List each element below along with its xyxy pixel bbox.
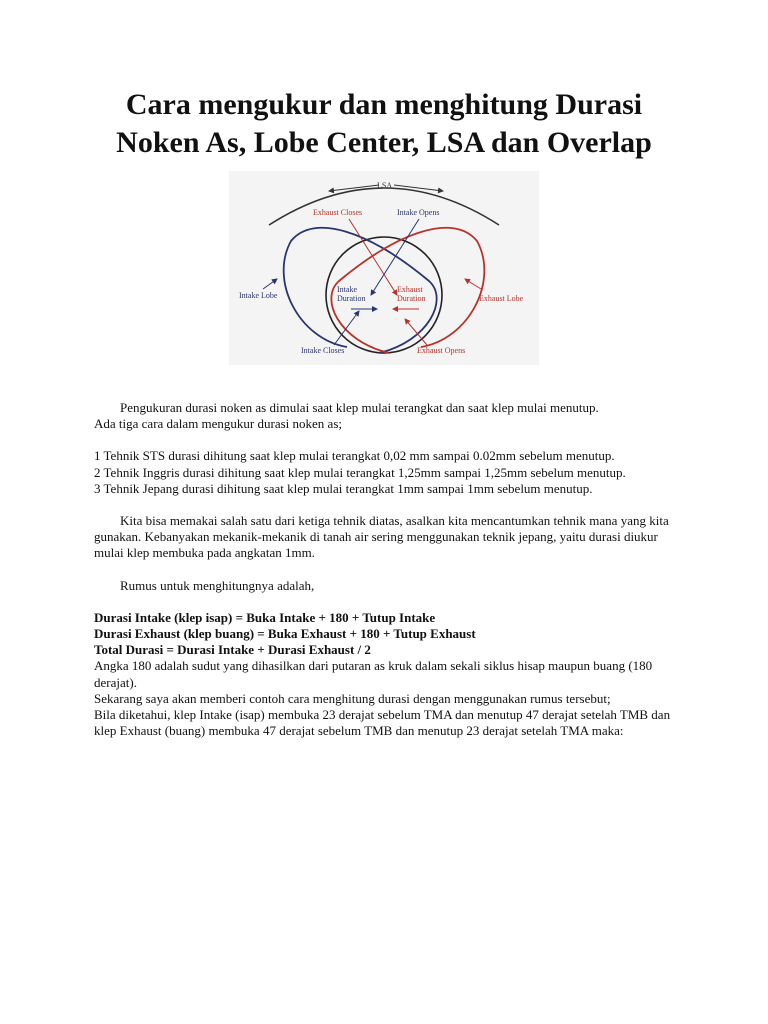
- title-line-2: Noken As, Lobe Center, LSA dan Overlap: [116, 126, 652, 159]
- camshaft-diagram-svg: [229, 171, 539, 365]
- method-item-2: 2 Tehnik Inggris durasi dihitung saat klep mulai terangkat 1,25mm sampai 1,25mm sebelum menutup.: [94, 464, 626, 480]
- intro-methods-line: Ada tiga cara dalam mengukur durasi noken as;: [94, 416, 342, 432]
- intake-duration-label-1: Intake: [337, 285, 357, 294]
- example-intro: Sekarang saya akan memberi contoh cara menghitung durasi dengan menggunakan rumus tersebut;: [94, 690, 611, 706]
- formula-total: Total Durasi = Durasi Intake + Durasi Exhaust / 2: [94, 642, 371, 658]
- example-given: Bila diketahui, klep Intake (isap) membuka 23 derajat sebelum TMA dan menutup 47 derajat setelah TMB dan klep Exhaust (buang) membuka 47 derajat sebelum TMB dan menutup 23 derajat setelah TMA maka:: [94, 707, 671, 739]
- page-title: [60, 86, 708, 162]
- lsa-arc: [269, 188, 499, 225]
- camshaft-diagram: [229, 171, 539, 365]
- formula-exhaust: Durasi Exhaust (klep buang) = Buka Exhaust + 180 + Tutup Exhaust: [94, 626, 476, 642]
- intake-closes-label: Intake Closes: [301, 346, 345, 355]
- intro-paragraph: Pengukuran durasi noken as dimulai saat klep mulai terangkat dan saat klep mulai menutup.: [120, 400, 599, 415]
- intake-opens-arrow: [371, 219, 419, 295]
- technique-paragraph: Kita bisa memakai salah satu dari ketiga tehnik diatas, asalkan kita mencantumkan tehnik mana yang kita gunakan. Kebanyakan mekanik-mekanik di tanah air sering menggunakan teknik jepang, yaitu durasi diukur mulai klep membuka pada angkatan 1mm.: [94, 513, 669, 561]
- exhaust-closes-label: Exhaust Closes: [313, 208, 363, 217]
- intake-lobe-label: Intake Lobe: [239, 291, 278, 300]
- method-item-3: 3 Tehnik Jepang durasi dihitung saat klep mulai terangkat 1mm sampai 1mm sebelum menutup.: [94, 480, 593, 496]
- exhaust-lobe-label: Exhaust Lobe: [479, 294, 524, 303]
- article-body: [94, 400, 684, 739]
- formula-intake: Durasi Intake (klep isap) = Buka Intake + 180 + Tutup Intake: [94, 609, 436, 625]
- formula-intro: Rumus untuk menghitungnya adalah,: [120, 577, 315, 593]
- exhaust-duration-label-1: Exhaust: [397, 285, 423, 294]
- intake-duration-label-2: Duration: [337, 294, 366, 303]
- angle-explanation: Angka 180 adalah sudut yang dihasilkan dari putaran as kruk dalam sekali siklus hisap maupun buang (180 derajat).: [94, 658, 653, 690]
- exhaust-duration-label-2: Duration: [397, 294, 426, 303]
- exhaust-closes-arrow: [349, 219, 397, 295]
- lsa-label: LSA: [377, 181, 393, 190]
- exhaust-lobe-arrow: [465, 279, 481, 289]
- intake-lobe-arrow: [263, 279, 277, 289]
- intake-opens-label: Intake Opens: [397, 208, 440, 217]
- exhaust-opens-label: Exhaust Opens: [417, 346, 466, 355]
- lsa-arrow-right: [394, 185, 443, 191]
- title-line-1: Cara mengukur dan menghitung Durasi: [125, 88, 643, 121]
- method-item-1: 1 Tehnik STS durasi dihitung saat klep mulai terangkat 0,02 mm sampai 0.02mm sebelum menutup.: [94, 448, 615, 464]
